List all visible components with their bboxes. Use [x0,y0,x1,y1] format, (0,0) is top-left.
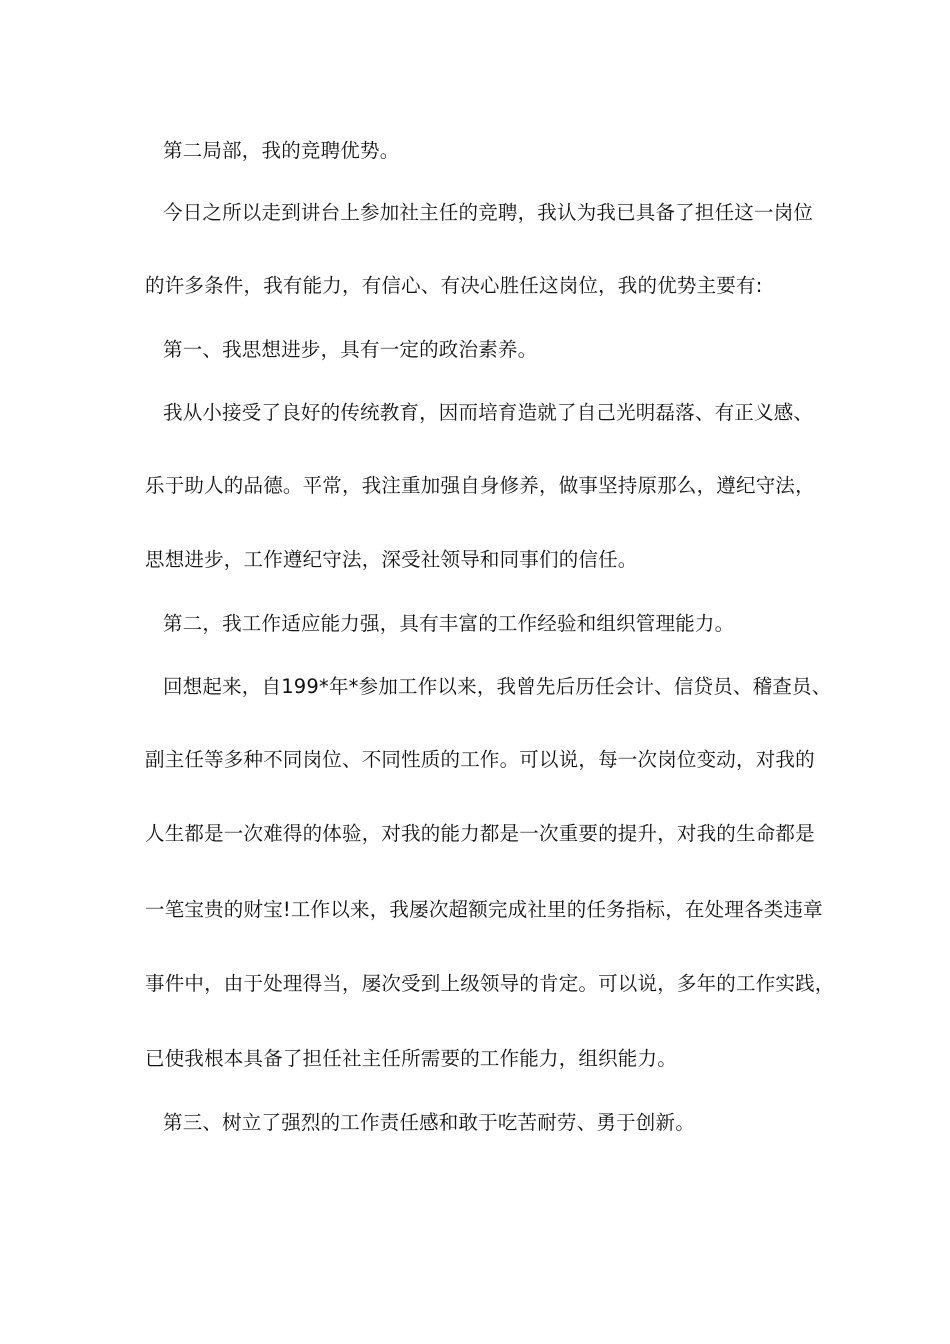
paragraph-line: 已使我根本具备了担任社主任所需要的工作能力，组织能力。 [145,1047,677,1070]
paragraph-line: 我从小接受了良好的传统教育，因而培育造就了自己光明磊落、有正义感、 [163,401,814,424]
paragraph-line: 的许多条件，我有能力，有信心、有决心胜任这岗位，我的优势主要有: [145,274,763,297]
paragraph-line: 一笔宝贵的财宝!工作以来，我屡次超额完成社里的任务指标，在处理各类违章 [145,898,823,921]
paragraph-line: 今日之所以走到讲台上参加社主任的竞聘，我认为我已具备了担任这一岗位 [163,201,814,224]
paragraph-line: 事件中，由于处理得当，屡次受到上级领导的肯定。可以说，多年的工作实践， [145,972,835,995]
subheading-second-advantage: 第二，我工作适应能力强，具有丰富的工作经验和组织管理能力。 [163,612,735,635]
paragraph-line: 回想起来，自199*年*参加工作以来，我曾先后历任会计、信贷员、稽查员、 [163,675,832,698]
paragraph-line: 人生都是一次难得的体验，对我的能力都是一次重要的提升，对我的生命都是 [145,822,815,845]
paragraph-line: 副主任等多种不同岗位、不同性质的工作。可以说，每一次岗位变动，对我的 [145,748,815,771]
subheading-third-advantage: 第三、树立了强烈的工作责任感和敢于吃苦耐劳、勇于创新。 [163,1111,695,1134]
paragraph-line: 思想进步，工作遵纪守法，深受社领导和同事们的信任。 [145,548,638,571]
subheading-first-advantage: 第一、我思想进步，具有一定的政治素养。 [163,338,538,361]
section-heading-competitive-advantages: 第二局部，我的竞聘优势。 [163,139,400,162]
paragraph-line: 乐于助人的品德。平常，我注重加强自身修养，做事坚持原那么，遵纪守法， [145,474,815,497]
